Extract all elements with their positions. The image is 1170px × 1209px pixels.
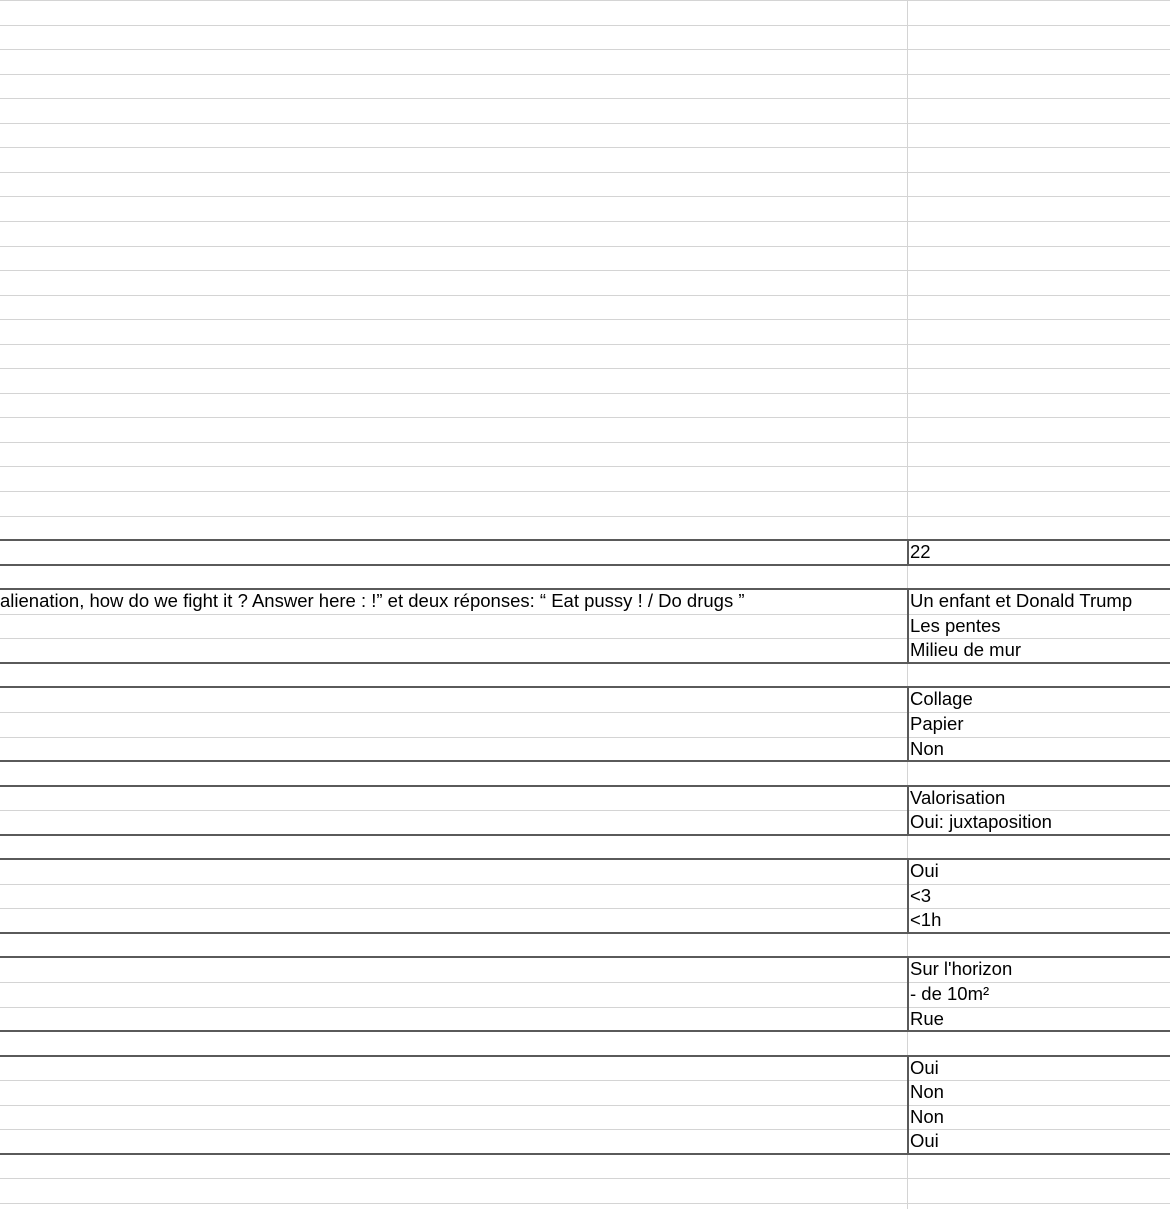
cell-column-a[interactable] <box>0 246 907 271</box>
cell-column-b[interactable]: Les pentes <box>910 615 1001 636</box>
table-row <box>0 540 1170 565</box>
cell-column-a[interactable] <box>0 196 907 221</box>
table-row <box>0 982 1170 1007</box>
cell-column-b[interactable] <box>908 417 1170 442</box>
table-row <box>0 123 1170 148</box>
cell-column-a[interactable] <box>0 344 907 369</box>
row-gridline <box>0 246 1170 247</box>
section-border <box>0 785 1170 787</box>
row-gridline <box>0 393 1170 394</box>
cell-column-a[interactable] <box>0 172 907 197</box>
section-border <box>0 564 1170 566</box>
table-row <box>0 172 1170 197</box>
section-border <box>0 834 1170 836</box>
cell-column-a[interactable] <box>0 270 907 295</box>
table-row <box>0 147 1170 172</box>
section-column-border <box>907 785 909 836</box>
row-gridline <box>0 884 1170 885</box>
cell-column-b[interactable]: Milieu de mur <box>910 639 1022 660</box>
section-border <box>0 539 1170 541</box>
section-column-border <box>907 956 909 1032</box>
cell-column-a[interactable] <box>0 319 907 344</box>
table-row <box>0 933 1170 958</box>
cell-column-a[interactable] <box>0 957 907 982</box>
cell-column-b[interactable] <box>908 565 1170 590</box>
section-column-border <box>907 686 909 762</box>
cell-column-a[interactable] <box>0 810 907 835</box>
cell-column-b[interactable] <box>908 25 1170 50</box>
cell-column-b[interactable] <box>908 368 1170 393</box>
table-row <box>0 589 1170 614</box>
cell-column-b[interactable]: Collage <box>910 688 973 709</box>
table-row <box>0 1105 1170 1130</box>
row-gridline <box>0 98 1170 99</box>
row-gridline <box>0 1105 1170 1106</box>
row-gridline <box>0 221 1170 222</box>
row-gridline <box>0 319 1170 320</box>
section-column-border <box>907 1055 909 1155</box>
row-gridline <box>0 147 1170 148</box>
cell-column-b[interactable] <box>908 196 1170 221</box>
cell-column-b[interactable] <box>908 147 1170 172</box>
section-border <box>0 1055 1170 1057</box>
cell-column-a[interactable] <box>0 368 907 393</box>
cell-column-a[interactable] <box>0 295 907 320</box>
section-border <box>0 858 1170 860</box>
table-row <box>0 957 1170 982</box>
cell-column-a[interactable] <box>0 393 907 418</box>
table-row <box>0 663 1170 688</box>
cell-column-a[interactable] <box>0 516 907 541</box>
table-row <box>0 196 1170 221</box>
row-gridline <box>0 196 1170 197</box>
section-border <box>0 662 1170 664</box>
cell-column-a[interactable] <box>0 98 907 123</box>
table-row <box>0 908 1170 933</box>
cell-column-a[interactable] <box>0 540 907 565</box>
cell-column-a[interactable] <box>0 74 907 99</box>
table-row <box>0 0 1170 25</box>
table-row <box>0 859 1170 884</box>
row-gridline <box>0 810 1170 811</box>
cell-column-b[interactable] <box>908 98 1170 123</box>
row-gridline <box>0 614 1170 615</box>
cell-column-a[interactable] <box>0 933 907 958</box>
table-row <box>0 712 1170 737</box>
cell-column-a[interactable] <box>0 1007 907 1032</box>
row-gridline <box>0 466 1170 467</box>
table-row <box>0 368 1170 393</box>
table-row <box>0 687 1170 712</box>
cell-column-b[interactable] <box>908 466 1170 491</box>
cell-column-b[interactable] <box>908 319 1170 344</box>
row-gridline <box>0 368 1170 369</box>
cell-column-a[interactable] <box>0 737 907 762</box>
table-row <box>0 442 1170 467</box>
row-gridline <box>0 1080 1170 1081</box>
table-row <box>0 295 1170 320</box>
cell-column-b[interactable]: Sur l'horizon <box>910 958 1013 979</box>
table-row <box>0 1154 1170 1179</box>
cell-column-b[interactable]: Valorisation <box>910 787 1006 808</box>
cell-column-b[interactable] <box>908 270 1170 295</box>
cell-column-b[interactable] <box>908 1031 1170 1056</box>
row-gridline <box>0 737 1170 738</box>
table-row <box>0 393 1170 418</box>
cell-column-b[interactable] <box>908 516 1170 541</box>
table-row <box>0 810 1170 835</box>
row-gridline <box>0 516 1170 517</box>
row-gridline <box>0 295 1170 296</box>
row-gridline <box>0 982 1170 983</box>
table-row <box>0 246 1170 271</box>
table-row <box>0 1129 1170 1154</box>
cell-column-b[interactable] <box>908 761 1170 786</box>
cell-column-b[interactable] <box>908 0 1170 25</box>
cell-column-a[interactable] <box>0 442 907 467</box>
cell-column-b[interactable]: <1h <box>910 909 942 930</box>
row-gridline <box>0 49 1170 50</box>
cell-column-a[interactable] <box>0 49 907 74</box>
cell-column-a[interactable] <box>0 1105 907 1130</box>
cell-column-a[interactable] <box>0 663 907 688</box>
cell-column-a[interactable] <box>0 1031 907 1056</box>
cell-column-b[interactable] <box>908 221 1170 246</box>
table-row <box>0 614 1170 639</box>
table-row <box>0 25 1170 50</box>
cell-column-a[interactable] <box>0 712 907 737</box>
row-gridline <box>0 25 1170 26</box>
cell-column-a[interactable] <box>0 982 907 1007</box>
cell-column-a[interactable] <box>0 491 907 516</box>
cell-column-b[interactable]: Rue <box>910 1008 944 1029</box>
cell-column-b[interactable] <box>908 246 1170 271</box>
table-row <box>0 737 1170 762</box>
table-row <box>0 516 1170 541</box>
cell-column-b[interactable]: Non <box>910 738 944 759</box>
row-gridline <box>0 0 1170 1</box>
section-column-border <box>907 858 909 934</box>
cell-column-b[interactable] <box>908 295 1170 320</box>
row-gridline <box>0 908 1170 909</box>
row-gridline <box>0 123 1170 124</box>
section-border <box>0 956 1170 958</box>
table-row <box>0 417 1170 442</box>
cell-column-a[interactable] <box>0 687 907 712</box>
section-border <box>0 760 1170 762</box>
table-row <box>0 74 1170 99</box>
row-gridline <box>0 1007 1170 1008</box>
section-column-border <box>907 588 909 664</box>
cell-column-b[interactable]: Oui: juxtaposition <box>910 811 1052 832</box>
table-row <box>0 49 1170 74</box>
table-row <box>0 835 1170 860</box>
table-row <box>0 1007 1170 1032</box>
cell-column-a[interactable] <box>0 835 907 860</box>
section-border <box>0 686 1170 688</box>
cell-column-a[interactable]: alienation, how do we fight it ? Answer here : !” et deux réponses: “ Eat pussy ! / Do drugs ” <box>0 590 745 611</box>
cell-column-a[interactable] <box>0 221 907 246</box>
row-gridline <box>0 417 1170 418</box>
cell-column-a[interactable] <box>0 761 907 786</box>
cell-column-b[interactable] <box>908 123 1170 148</box>
table-row <box>0 344 1170 369</box>
cell-column-b[interactable]: <3 <box>910 885 932 906</box>
cell-column-a[interactable] <box>0 908 907 933</box>
cell-column-b[interactable] <box>908 442 1170 467</box>
row-gridline <box>0 1178 1170 1179</box>
cell-column-a[interactable] <box>0 1129 907 1154</box>
table-row <box>0 638 1170 663</box>
cell-column-b[interactable]: - de 10m² <box>910 983 990 1004</box>
cell-column-b[interactable] <box>908 172 1170 197</box>
row-gridline <box>0 442 1170 443</box>
cell-column-b[interactable]: 22 <box>910 541 931 562</box>
row-gridline <box>0 74 1170 75</box>
table-row <box>0 98 1170 123</box>
cell-column-b[interactable]: Oui <box>910 860 939 881</box>
table-row <box>0 491 1170 516</box>
cell-column-b[interactable] <box>908 344 1170 369</box>
row-gridline <box>0 638 1170 639</box>
table-row <box>0 1178 1170 1203</box>
cell-column-b[interactable] <box>908 1178 1170 1203</box>
cell-column-b[interactable]: Oui <box>910 1057 939 1078</box>
cell-column-b[interactable] <box>908 663 1170 688</box>
section-column-border <box>907 539 909 566</box>
table-row <box>0 786 1170 811</box>
section-border <box>0 588 1170 590</box>
cell-column-a[interactable] <box>0 884 907 909</box>
cell-column-a[interactable] <box>0 0 907 25</box>
cell-column-a[interactable] <box>0 638 907 663</box>
row-gridline <box>0 270 1170 271</box>
cell-column-b[interactable] <box>908 393 1170 418</box>
cell-column-b[interactable] <box>908 1154 1170 1179</box>
cell-column-a[interactable] <box>0 1154 907 1179</box>
table-row <box>0 1080 1170 1105</box>
cell-column-b[interactable] <box>908 74 1170 99</box>
cell-column-a[interactable] <box>0 466 907 491</box>
cell-column-a[interactable] <box>0 786 907 811</box>
row-gridline <box>0 344 1170 345</box>
table-row <box>0 270 1170 295</box>
section-border <box>0 1153 1170 1155</box>
cell-column-a[interactable] <box>0 25 907 50</box>
cell-column-b[interactable] <box>908 49 1170 74</box>
cell-column-b[interactable]: Oui <box>910 1130 939 1151</box>
cell-column-b[interactable] <box>908 491 1170 516</box>
cell-column-a[interactable] <box>0 417 907 442</box>
table-row <box>0 221 1170 246</box>
table-row <box>0 466 1170 491</box>
cell-column-a[interactable] <box>0 614 907 639</box>
cell-column-a[interactable] <box>0 565 907 590</box>
section-border <box>0 932 1170 934</box>
row-gridline <box>0 491 1170 492</box>
table-row <box>0 319 1170 344</box>
section-border <box>0 1030 1170 1032</box>
cell-column-a[interactable] <box>0 1178 907 1203</box>
cell-column-b[interactable] <box>908 933 1170 958</box>
cell-column-b[interactable]: Non <box>910 1106 944 1127</box>
cell-column-a[interactable] <box>0 123 907 148</box>
table-row <box>0 761 1170 786</box>
cell-column-b[interactable]: Papier <box>910 713 964 734</box>
cell-column-b[interactable]: Un enfant et Donald Trump <box>910 590 1133 611</box>
cell-column-a[interactable] <box>0 1056 907 1081</box>
row-gridline <box>0 1129 1170 1130</box>
table-row <box>0 565 1170 590</box>
cell-column-a[interactable] <box>0 1080 907 1105</box>
cell-column-b[interactable]: Non <box>910 1081 944 1102</box>
cell-column-a[interactable] <box>0 147 907 172</box>
table-row <box>0 1031 1170 1056</box>
cell-column-b[interactable] <box>908 835 1170 860</box>
cell-column-a[interactable] <box>0 859 907 884</box>
row-gridline <box>0 712 1170 713</box>
row-gridline <box>0 172 1170 173</box>
row-gridline <box>0 1203 1170 1204</box>
table-row <box>0 884 1170 909</box>
table-row <box>0 1056 1170 1081</box>
